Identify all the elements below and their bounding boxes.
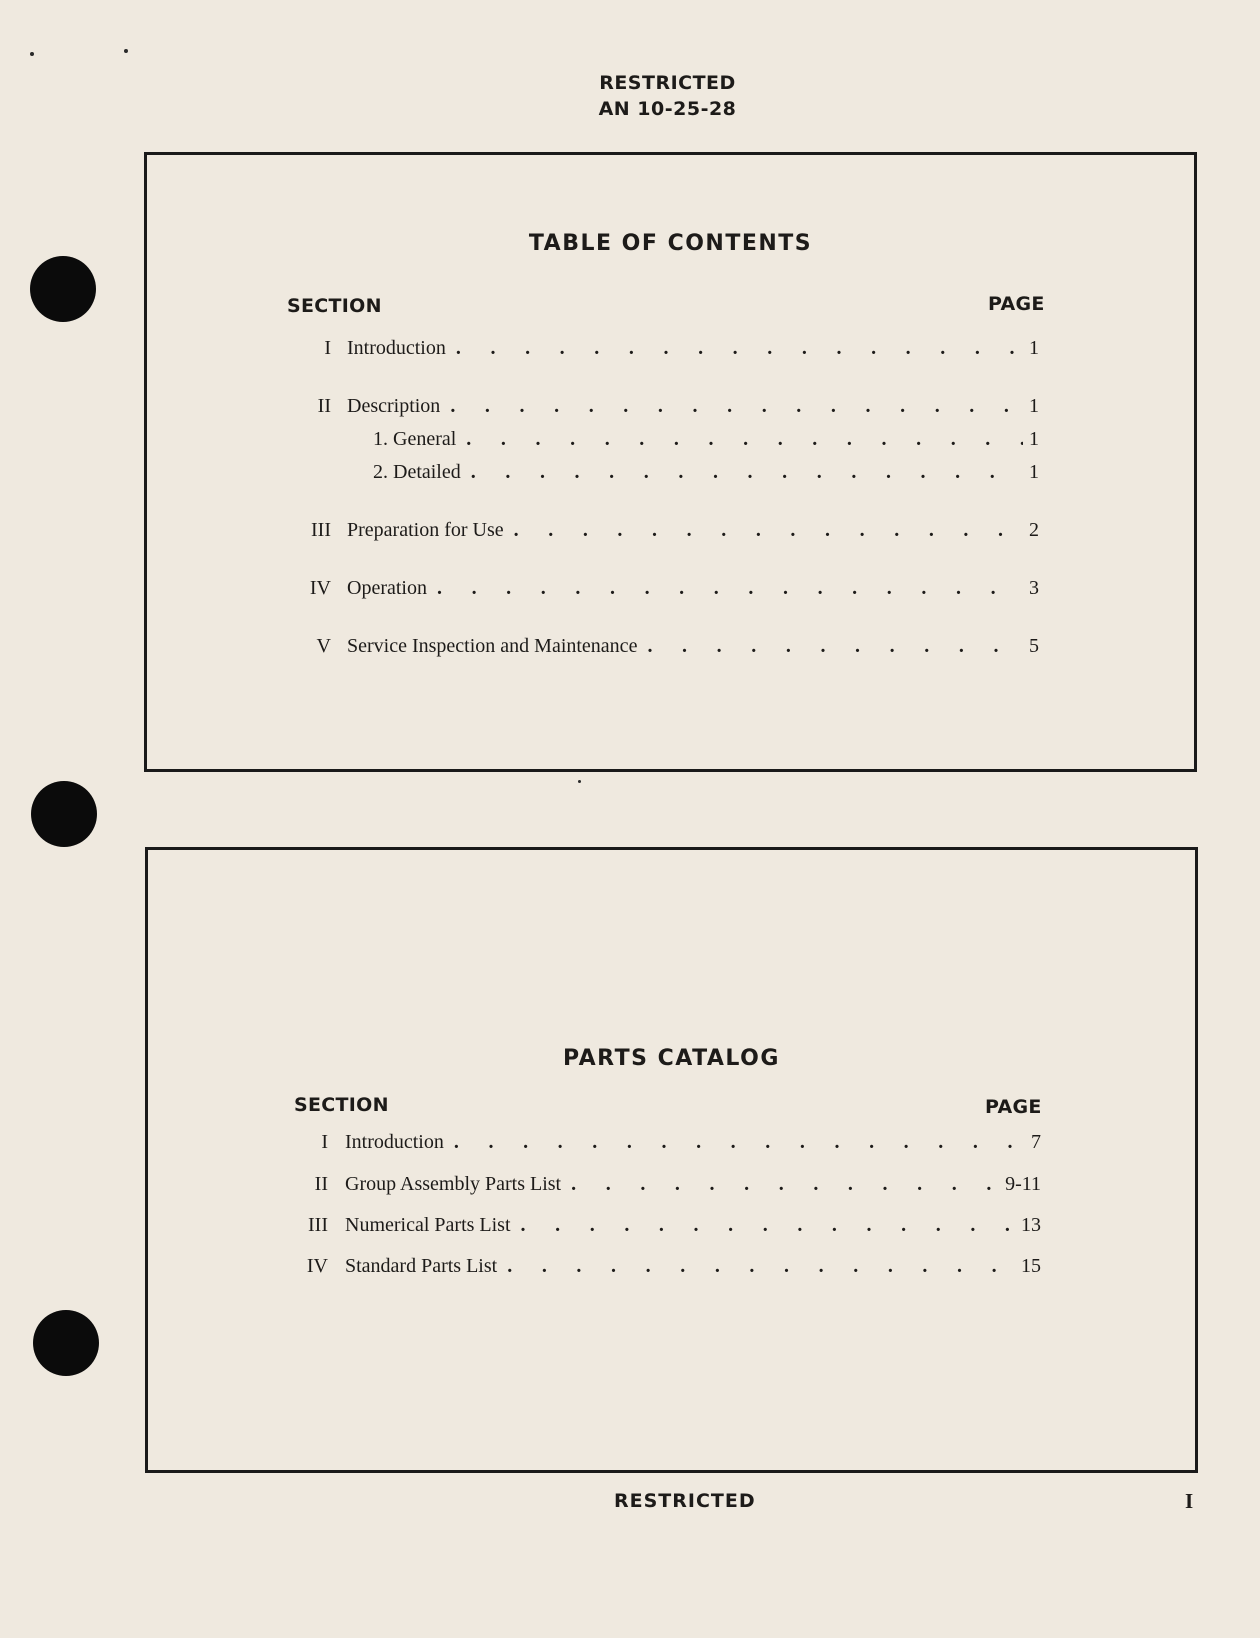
toc-entry-page: 3: [1029, 577, 1039, 599]
toc-title: TABLE OF CONTENTS: [528, 231, 813, 256]
dot-leader: [647, 635, 1023, 658]
toc-entry-page: 1: [1029, 461, 1039, 483]
parts-entry-label: Numerical Parts List: [345, 1214, 511, 1236]
toc-entry-number: III: [311, 519, 331, 541]
toc-entry[interactable]: [277, 635, 1039, 663]
toc-entry-label: Operation: [347, 577, 427, 599]
toc-entry[interactable]: [277, 519, 1039, 547]
toc-entry-label: Service Inspection and Maintenance: [347, 635, 638, 657]
dot-leader: [521, 1214, 1015, 1237]
folio-page-number: I: [1185, 1489, 1194, 1513]
parts-entry-page: 7: [1031, 1131, 1041, 1153]
toc-box: [144, 152, 1197, 772]
dot-leader: [507, 1255, 1015, 1278]
parts-entry-page: 15: [1021, 1255, 1041, 1277]
parts-entry-label: Introduction: [345, 1131, 444, 1153]
toc-subentry[interactable]: [277, 428, 1039, 456]
parts-section-header: SECTION: [294, 1094, 389, 1116]
toc-entry-number: IV: [309, 577, 331, 599]
parts-entry-label: Group Assembly Parts List: [345, 1173, 562, 1195]
parts-entry-page: 13: [1021, 1214, 1041, 1236]
punch-hole-top: [30, 256, 96, 322]
parts-entry[interactable]: [278, 1255, 1041, 1283]
toc-entry-page: 1: [1029, 428, 1039, 450]
parts-entry-number: III: [308, 1214, 328, 1236]
toc-entry[interactable]: [277, 395, 1039, 423]
toc-entry-label: Description: [347, 395, 441, 417]
parts-entry-page: 9-11: [1005, 1173, 1041, 1195]
dot-leader: [514, 519, 1023, 542]
punch-hole-bottom: [33, 1310, 99, 1376]
toc-entry-label: 2. Detailed: [373, 461, 461, 483]
punch-hole-middle: [31, 781, 97, 847]
toc-entry-page: 1: [1029, 395, 1039, 417]
parts-entry[interactable]: [278, 1173, 1041, 1201]
toc-page-header: PAGE: [988, 293, 1045, 315]
toc-entry-page: 1: [1029, 337, 1039, 359]
toc-entry[interactable]: [277, 577, 1039, 605]
toc-entry[interactable]: [277, 337, 1039, 365]
parts-catalog-title: PARTS CATALOG: [563, 1046, 780, 1071]
dot-leader: [454, 1131, 1025, 1154]
toc-subentry[interactable]: [277, 461, 1039, 489]
footer-classification: RESTRICTED: [614, 1490, 756, 1512]
toc-entry-page: 2: [1029, 519, 1039, 541]
toc-entry-number: I: [324, 337, 331, 359]
toc-section-header: SECTION: [287, 295, 382, 317]
toc-entry-page: 5: [1029, 635, 1039, 657]
toc-entry-label: Preparation for Use: [347, 519, 504, 541]
dot-leader: [471, 461, 1023, 484]
header-document-number: AN 10-25-28: [598, 98, 737, 120]
dot-leader: [437, 577, 1023, 600]
header-classification: RESTRICTED: [599, 72, 736, 94]
parts-entry[interactable]: [278, 1131, 1041, 1159]
toc-entry-label: 1. General: [373, 428, 457, 450]
parts-entry-number: II: [314, 1173, 328, 1195]
toc-entry-number: II: [317, 395, 331, 417]
parts-entry-label: Standard Parts List: [345, 1255, 498, 1277]
dot-leader: [571, 1173, 999, 1196]
dot-leader: [450, 395, 1023, 418]
parts-entry-number: I: [321, 1131, 328, 1153]
parts-entry-number: IV: [306, 1255, 328, 1277]
parts-entry[interactable]: [278, 1214, 1041, 1242]
dot-leader: [466, 428, 1023, 451]
dot-leader: [456, 337, 1023, 360]
parts-page-header: PAGE: [985, 1096, 1042, 1118]
toc-entry-label: Introduction: [347, 337, 446, 359]
toc-entry-number: V: [316, 635, 331, 657]
parts-catalog-box: [145, 847, 1198, 1473]
